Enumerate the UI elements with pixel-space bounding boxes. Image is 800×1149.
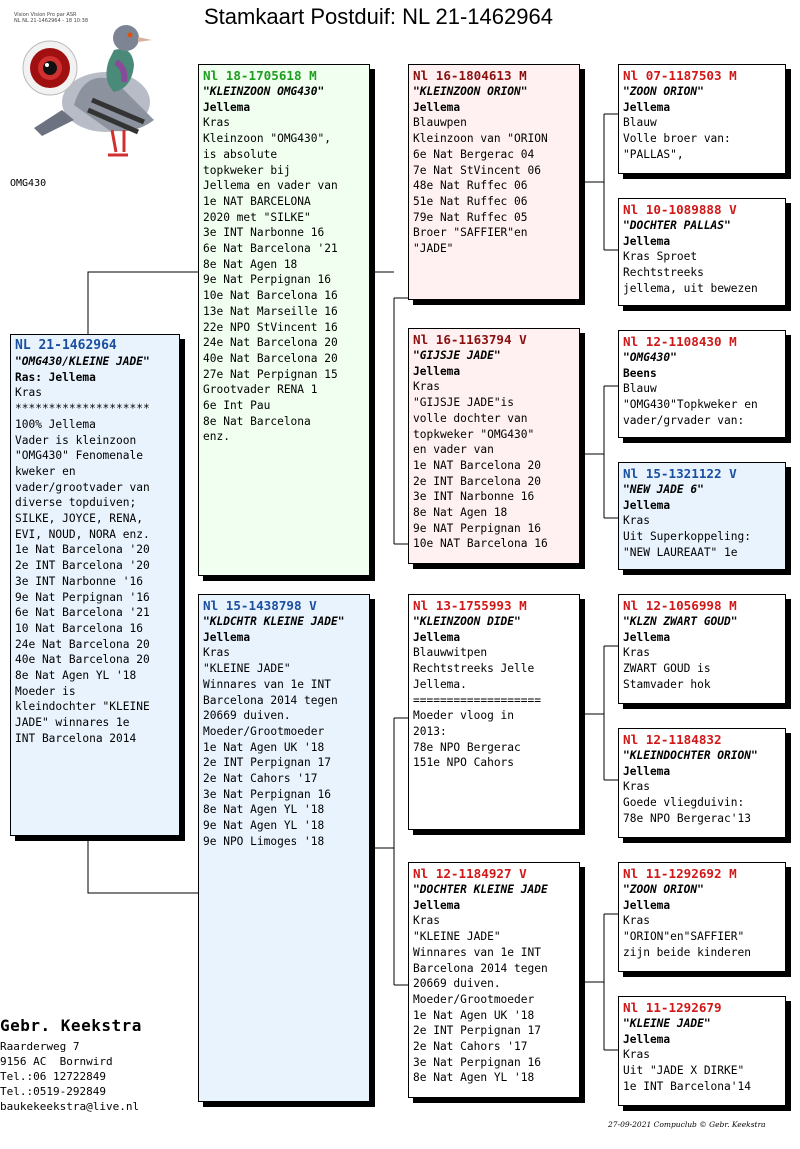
info-line: "OMG430"Topkweker en	[623, 398, 758, 412]
info-line: 1e Nat Agen UK '18	[413, 1008, 535, 1022]
info-line: 6e Nat Barcelona '21	[15, 606, 150, 620]
card-dss[interactable]	[618, 594, 786, 704]
info-line: Barcelona 2014 tegen	[413, 961, 548, 975]
info-line: "KLEINE JADE"	[413, 930, 501, 944]
info-line: EVI, NOUD, NORA enz.	[15, 527, 150, 541]
pigeon-name: "KLZN ZWART GOUD"	[623, 615, 738, 628]
pigeon-name: "KLDCHTR KLEINE JADE"	[203, 615, 345, 628]
info-line: 48e Nat Ruffec 06	[413, 179, 528, 193]
info-line: Moeder vloog in	[413, 709, 515, 723]
owner-name: Gebr. Keekstra	[0, 1016, 142, 1035]
pigeon-color: Kras Sproet	[623, 250, 698, 264]
pigeon-color: Kras	[623, 514, 650, 528]
info-line: 9e Nat Agen YL '18	[203, 819, 325, 833]
info-line: "NEW LAUREAAT" 1e	[623, 545, 738, 559]
pigeon-info	[413, 929, 575, 1086]
breeder: Jellema	[623, 630, 671, 644]
pigeon-color: Kras	[623, 914, 650, 928]
info-line: Barcelona 2014 tegen	[203, 693, 338, 707]
card-sire[interactable]	[198, 64, 370, 576]
pigeon-info	[623, 661, 781, 692]
pigeon-name: "KLEINZOON ORION"	[413, 85, 528, 98]
info-line: 2e Nat Cahors '17	[413, 1040, 528, 1054]
info-line: 79e Nat Ruffec 05	[413, 210, 528, 224]
info-line: Goede vliegduivin:	[623, 796, 745, 810]
breeder: Jellema	[623, 1032, 671, 1046]
info-line: INT Barcelona 2014	[15, 731, 137, 745]
pigeon-name: "NEW JADE 6"	[623, 483, 704, 496]
info-line: ********************	[15, 402, 150, 416]
pigeon-info	[623, 929, 781, 960]
pigeon-name: "DOCHTER PALLAS"	[623, 219, 731, 232]
info-line: 2e INT Perpignan 17	[413, 1024, 541, 1038]
info-line: Moeder/Grootmoeder	[413, 992, 535, 1006]
photo-caption: OMG430	[10, 178, 47, 189]
eye-caption-1: Vision Vision Pro par ASR	[14, 12, 77, 18]
info-line: 9e NPO Limoges '18	[203, 834, 325, 848]
ring-number: Nl 11-1292679	[623, 1000, 722, 1015]
pigeon-name: "ZOON ORION"	[623, 883, 704, 896]
pigeon-info	[623, 397, 781, 428]
info-line: 1e Nat Agen UK '18	[203, 740, 325, 754]
info-line: "KLEINE JADE"	[203, 662, 291, 676]
info-line: 22e NPO StVincent 16	[203, 320, 338, 334]
info-line: 27e Nat Perpignan 15	[203, 367, 338, 381]
ring-number: Nl 10-1089888 V	[623, 202, 737, 217]
info-line: "ORION"en"SAFFIER"	[623, 930, 745, 944]
card-dam[interactable]	[198, 594, 370, 1102]
breeder: Jellema	[413, 100, 461, 114]
ring-number: Nl 11-1292692 M	[623, 866, 737, 881]
pigeon-name: "OMG430"	[623, 351, 677, 364]
info-line: 2020 met "SILKE"	[203, 210, 311, 224]
info-line: is absolute	[203, 147, 278, 161]
card-sss[interactable]	[618, 64, 786, 174]
info-line: vader/grootvader van	[15, 480, 150, 494]
info-line: 3e INT Narbonne 16	[413, 490, 535, 504]
breeder: Jellema	[623, 234, 671, 248]
info-line: 3e Nat Perpignan 16	[203, 787, 331, 801]
breeder: Jellema	[413, 898, 461, 912]
info-line: ZWART GOUD is	[623, 662, 711, 676]
ring-number: Nl 12-1184832	[623, 732, 722, 747]
info-line: 1e NAT BARCELONA	[203, 194, 311, 208]
ring-number: Nl 12-1108430 M	[623, 334, 737, 349]
info-line: 2e INT Barcelona 20	[413, 474, 541, 488]
breeder: Beens	[623, 366, 657, 380]
breeder: Jellema	[413, 630, 461, 644]
breeder: Jellema	[623, 764, 671, 778]
info-line: Rechtstreeks Jelle	[413, 662, 535, 676]
info-line: "GIJSJE JADE"is	[413, 396, 515, 410]
pigeon-name: "KLEINZOON DIDE"	[413, 615, 521, 628]
breeder: Jellema	[413, 364, 461, 378]
pigeon-info	[203, 661, 365, 849]
pigeon-color: Blauw	[623, 116, 657, 130]
info-line: 100% Jellema	[15, 417, 96, 431]
info-line: SILKE, JOYCE, RENA,	[15, 512, 143, 526]
pigeon-info	[413, 395, 575, 552]
card-dam-dam[interactable]	[408, 862, 580, 1098]
info-line: Moeder is	[15, 684, 76, 698]
info-line: 1e NAT Barcelona 20	[413, 458, 541, 472]
ring-number: Nl 15-1321122 V	[623, 466, 737, 481]
info-line: 7e Nat StVincent 06	[413, 163, 541, 177]
ring-number: Nl 12-1184927 V	[413, 866, 527, 881]
owner-tel-2: Tel.:0519-292849	[0, 1085, 106, 1098]
info-line: Vader is kleinzoon	[15, 433, 137, 447]
pigeon-info	[413, 131, 575, 257]
info-line: 24e Nat Barcelona 20	[15, 637, 150, 651]
pigeon-info	[623, 795, 781, 826]
info-line: Kleinzoon "OMG430",	[203, 132, 331, 146]
pigeon-color: Kras	[203, 646, 230, 660]
info-line: topkweker bij	[203, 163, 291, 177]
pigeon-name: "OMG430/KLEINE JADE"	[15, 355, 150, 368]
info-line: 8e Nat Agen 18	[413, 506, 508, 520]
ring-number: NL 21-1462964	[15, 338, 117, 353]
pigeon-color: Kras	[413, 380, 440, 394]
info-line: 2e INT Barcelona '20	[15, 559, 150, 573]
breeder: Jellema	[623, 100, 671, 114]
pigeon-color: Blauw	[623, 382, 657, 396]
info-line: volle dochter van	[413, 411, 528, 425]
info-line: 10 Nat Barcelona 16	[15, 621, 143, 635]
info-line: Winnares van 1e INT	[203, 677, 331, 691]
owner-email: baukekeekstra@live.nl	[0, 1100, 140, 1113]
info-line: 1e Nat Barcelona '20	[15, 543, 150, 557]
info-line: 40e Nat Barcelona 20	[203, 351, 338, 365]
info-line: 6e Nat Barcelona '21	[203, 242, 338, 256]
info-line: 8e Nat Barcelona	[203, 414, 311, 428]
ring-number: Nl 12-1056998 M	[623, 598, 737, 613]
info-line: 1e INT Barcelona'14	[623, 1079, 751, 1093]
card-sdd[interactable]	[618, 462, 786, 570]
info-line: 10e Nat Barcelona 16	[203, 289, 338, 303]
pigeon-info	[203, 131, 365, 445]
ring-number: Nl 18-1705618 M	[203, 68, 317, 83]
info-line: Kleinzoon van "ORION	[413, 132, 548, 146]
ring-number: Nl 15-1438798 V	[203, 598, 317, 613]
owner-tel-1: Tel.:06 12722849	[0, 1070, 106, 1083]
card-sire-sire[interactable]	[408, 64, 580, 300]
breeder: Jellema	[623, 898, 671, 912]
card-sds[interactable]	[618, 330, 786, 438]
info-line: 13e Nat Marseille 16	[203, 304, 338, 318]
info-line: Uit "JADE X DIRKE"	[623, 1064, 745, 1078]
info-line: Grootvader RENA 1	[203, 383, 318, 397]
info-line: zijn beide kinderen	[623, 945, 751, 959]
pigeon-color: Kras	[623, 646, 650, 660]
info-line: 8e Nat Agen 18	[203, 257, 298, 271]
info-line: 3e INT Narbonne '16	[15, 574, 143, 588]
ring-number: Nl 13-1755993 M	[413, 598, 527, 613]
info-line: 2e Nat Cahors '17	[203, 772, 318, 786]
info-line: 8e Nat Agen YL '18	[413, 1071, 535, 1085]
info-line: 78e NPO Bergerac	[413, 740, 521, 754]
page-title: Stamkaart Postduif: NL 21-1462964	[204, 4, 553, 29]
info-line: Jellema.	[413, 677, 467, 691]
info-line: Uit Superkoppeling:	[623, 530, 751, 544]
pigeon-name: "DOCHTER KLEINE JADE	[413, 883, 548, 896]
info-line: Rechtstreeks	[623, 266, 704, 280]
owner-street: Raarderweg 7	[0, 1040, 80, 1053]
info-line: 3e INT Narbonne 16	[203, 226, 325, 240]
info-line: Stamvader hok	[623, 677, 711, 691]
info-line: JADE" winnares 1e	[15, 716, 130, 730]
info-line: 2013:	[413, 724, 447, 738]
info-line: "PALLAS",	[623, 147, 684, 161]
pigeon-info	[623, 1063, 781, 1094]
pigeon-name: "ZOON ORION"	[623, 85, 704, 98]
pigeon-name: "KLEINE JADE"	[623, 1017, 711, 1030]
info-line: 3e Nat Perpignan 16	[413, 1055, 541, 1069]
pigeon-color: Blauwwitpen	[413, 646, 488, 660]
info-line: 24e Nat Barcelona 20	[203, 336, 338, 350]
pigeon-color: Kras	[413, 914, 440, 928]
breeder: Jellema	[623, 498, 671, 512]
info-line: 10e NAT Barcelona 16	[413, 537, 548, 551]
pigeon-info	[15, 401, 175, 746]
breeder: Ras: Jellema	[15, 370, 96, 384]
info-line: en vader van	[413, 443, 494, 457]
pigeon-info	[623, 529, 781, 560]
card-ssd[interactable]	[618, 198, 786, 306]
info-line: "JADE"	[413, 242, 454, 256]
info-line: enz.	[203, 430, 230, 444]
pigeon-info	[413, 661, 575, 771]
info-line: Volle broer van:	[623, 132, 731, 146]
ring-number: Nl 07-1187503 M	[623, 68, 737, 83]
card-dsd[interactable]	[618, 728, 786, 838]
pigeon-name: "KLEINDOCHTER ORION"	[623, 749, 758, 762]
info-line: kweker en	[15, 464, 76, 478]
card-subject[interactable]	[10, 334, 180, 836]
info-line: "OMG430" Fenomenale	[15, 449, 143, 463]
ring-number: Nl 16-1804613 M	[413, 68, 527, 83]
pigeon-color: Kras	[15, 386, 42, 400]
info-line: diverse topduiven;	[15, 496, 137, 510]
info-line: 9e Nat Perpignan '16	[15, 590, 150, 604]
info-line: kleindochter "KLEINE	[15, 700, 150, 714]
card-dam-sire[interactable]	[408, 594, 580, 830]
info-line: jellema, uit bewezen	[623, 281, 758, 295]
info-line: ===================	[413, 693, 541, 707]
owner-city: 9156 AC Bornwird	[0, 1055, 113, 1068]
info-line: 2e INT Perpignan 17	[203, 756, 331, 770]
pigeon-color: Kras	[623, 780, 650, 794]
info-line: Broer "SAFFIER"en	[413, 226, 528, 240]
card-dds[interactable]	[618, 862, 786, 972]
info-line: 20669 duiven.	[203, 709, 291, 723]
info-line: 78e NPO Bergerac'13	[623, 811, 751, 825]
pigeon-name: "KLEINZOON OMG430"	[203, 85, 325, 98]
info-line: 151e NPO Cahors	[413, 756, 515, 770]
info-line: Moeder/Grootmoeder	[203, 724, 325, 738]
info-line: Jellema en vader van	[203, 179, 338, 193]
breeder: Jellema	[203, 100, 251, 114]
info-line: 8e Nat Agen YL '18	[203, 803, 325, 817]
info-line: vader/grvader van:	[623, 413, 745, 427]
eye-caption-2: NL NL 21-1462964 - 18 10:38	[14, 18, 89, 24]
info-line: 8e Nat Agen YL '18	[15, 669, 137, 683]
pigeon-color: Kras	[203, 116, 230, 130]
pigeon-color: Kras	[623, 1048, 650, 1062]
card-ddd[interactable]	[618, 996, 786, 1106]
info-line: topkweker "OMG430"	[413, 427, 535, 441]
footer-credit: 27-09-2021 Compuclub © Gebr. Keekstra	[608, 1120, 766, 1129]
card-sire-dam[interactable]	[408, 328, 580, 564]
info-line: 9e NAT Perpignan 16	[413, 521, 541, 535]
info-line: 6e Int Pau	[203, 399, 271, 413]
info-line: 20669 duiven.	[413, 977, 501, 991]
owner-block	[0, 1016, 200, 1114]
pigeon-color: Blauwpen	[413, 116, 467, 130]
pigeon-name: "GIJSJE JADE"	[413, 349, 501, 362]
info-line: 51e Nat Ruffec 06	[413, 194, 528, 208]
pigeon-info	[623, 265, 781, 296]
info-line: 6e Nat Bergerac 04	[413, 147, 535, 161]
info-line: 40e Nat Barcelona 20	[15, 653, 150, 667]
info-line: Winnares van 1e INT	[413, 945, 541, 959]
ring-number: Nl 16-1163794 V	[413, 332, 527, 347]
pigeon-info	[623, 131, 781, 162]
breeder: Jellema	[203, 630, 251, 644]
info-line: 9e Nat Perpignan 16	[203, 273, 331, 287]
